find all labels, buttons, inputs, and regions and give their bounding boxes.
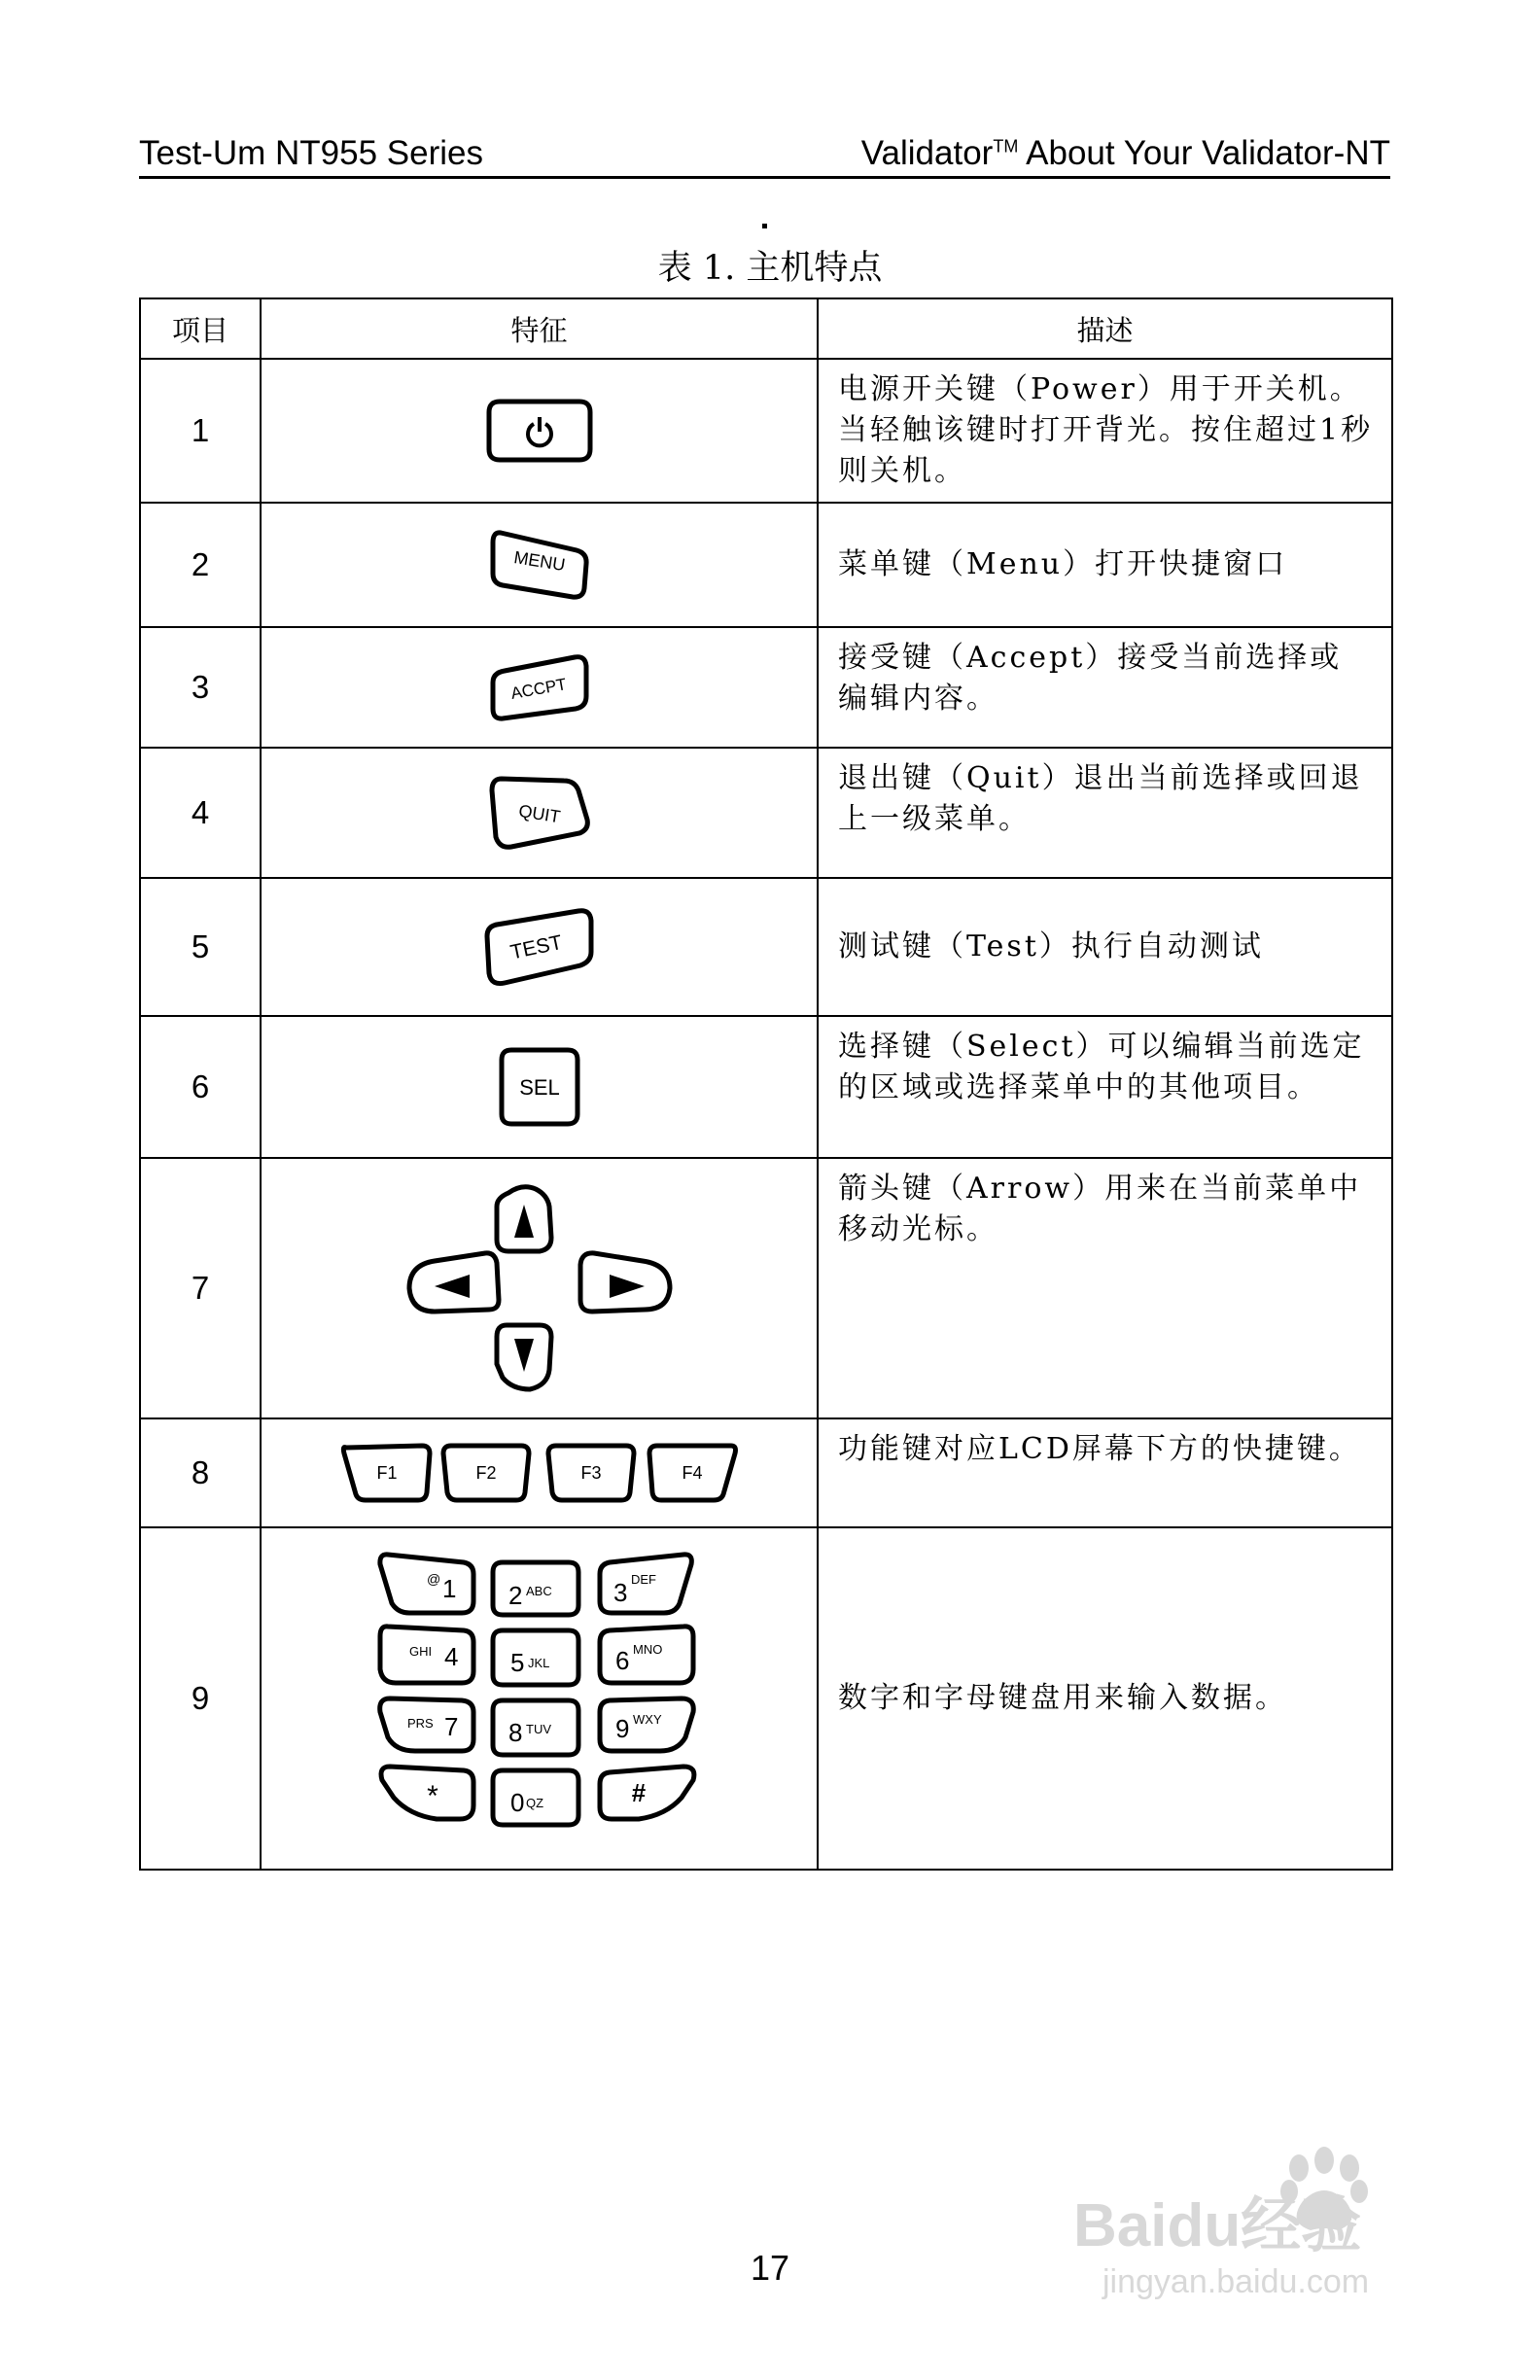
row-number: 1 [140, 359, 261, 503]
svg-text:PRS: PRS [406, 1716, 434, 1731]
key-label: SEL [518, 1075, 560, 1100]
up-arrow-key-icon [497, 1187, 551, 1251]
key-8-icon [493, 1700, 578, 1755]
table-row [140, 627, 1392, 748]
table-row [140, 878, 1392, 1016]
svg-text:@: @ [426, 1571, 440, 1587]
f2-key-icon [443, 1446, 529, 1500]
svg-text:7: 7 [443, 1712, 458, 1741]
features-table [139, 298, 1393, 1871]
row-number: 2 [140, 503, 261, 627]
table-row [140, 748, 1392, 878]
table-header-row [140, 298, 1392, 359]
row-description: 功能键对应LCD屏幕下方的快捷键。 [818, 1418, 1392, 1527]
svg-text:GHI: GHI [408, 1644, 432, 1659]
key-label: TEST [508, 930, 564, 964]
svg-text:8: 8 [508, 1718, 522, 1747]
svg-text:*: * [426, 1780, 438, 1812]
svg-text:9: 9 [614, 1714, 629, 1743]
row-number: 4 [140, 748, 261, 878]
table-row [140, 1418, 1392, 1527]
row-description: 选择键（Select）可以编辑当前选定的区域或选择菜单中的其他项目。 [818, 1016, 1392, 1158]
key-4-icon [380, 1627, 473, 1683]
trademark-mark: TM [993, 136, 1019, 157]
accept-key-cell [261, 627, 818, 748]
baidu-watermark [1073, 2129, 1443, 2304]
table-row [140, 1016, 1392, 1158]
svg-text:jingyan.baidu.com: jingyan.baidu.com [1102, 2263, 1370, 2300]
row-description: 电源开关键（Power）用于开关机。当轻触该键时打开背光。按住超过1秒则关机。 [818, 359, 1392, 503]
left-arrow-key-icon [409, 1253, 499, 1312]
col-header-description: 描述 [818, 298, 1392, 359]
table-row [140, 1158, 1392, 1418]
svg-text:0: 0 [509, 1788, 524, 1817]
f3-key-icon [548, 1446, 634, 1500]
key-3-icon [600, 1555, 691, 1613]
row-description: 菜单键（Menu）打开快捷窗口 [818, 503, 1392, 627]
key-6-icon [600, 1627, 693, 1683]
function-keys-cell [261, 1418, 818, 1527]
svg-text:5: 5 [509, 1648, 524, 1677]
menu-key-icon [489, 529, 590, 601]
menu-key-cell [261, 503, 818, 627]
page-header [139, 124, 1390, 179]
row-number: 9 [140, 1527, 261, 1870]
header-title: Validator™ About Your Validator-NT [860, 134, 1390, 172]
svg-text:1: 1 [441, 1574, 456, 1603]
f1-key-icon [343, 1446, 430, 1500]
row-description: 测试键（Test）执行自动测试 [818, 878, 1392, 1016]
test-key-cell [261, 878, 818, 1016]
key-star-icon [381, 1767, 473, 1819]
key-5-icon [493, 1630, 578, 1685]
row-number: 7 [140, 1158, 261, 1418]
svg-text:4: 4 [443, 1642, 458, 1671]
svg-text:ABC: ABC [525, 1584, 552, 1598]
key-label: ACCPT [508, 675, 568, 703]
arrow-keys-cell [261, 1158, 818, 1418]
select-key-cell [261, 1016, 818, 1158]
power-key-icon [486, 399, 593, 463]
accept-key-icon [489, 653, 590, 721]
table-caption: 表 1. 主机特点 [657, 249, 883, 288]
svg-text:F2: F2 [474, 1463, 497, 1483]
row-number: 5 [140, 878, 261, 1016]
page-number: 17 [750, 2248, 790, 2288]
row-number: 8 [140, 1418, 261, 1527]
svg-text:MNO: MNO [632, 1642, 662, 1657]
numeric-keypad-icon [376, 1551, 703, 1846]
arrow-keys-icon [405, 1183, 674, 1393]
svg-text:F1: F1 [375, 1463, 398, 1483]
svg-text:3: 3 [612, 1578, 627, 1607]
test-key-icon [483, 907, 596, 987]
select-key-icon [498, 1046, 581, 1128]
table-row [140, 503, 1392, 627]
svg-text:TUV: TUV [525, 1722, 551, 1736]
svg-text:6: 6 [614, 1646, 629, 1675]
right-arrow-key-icon [580, 1253, 670, 1312]
key-9-icon [600, 1698, 693, 1751]
quit-key-cell [261, 748, 818, 878]
key-label: MENU [511, 547, 567, 576]
table-row [140, 1527, 1392, 1870]
power-key-cell [261, 359, 818, 503]
header-series: Test-Um NT955 Series [139, 134, 483, 172]
row-description: 数字和字母键盘用来输入数据。 [818, 1527, 1392, 1870]
key-label: QUIT [516, 800, 562, 827]
svg-text:JKL: JKL [527, 1656, 549, 1670]
svg-text:DEF: DEF [630, 1572, 656, 1587]
svg-text:Baidu经验: Baidu经验 [1073, 2192, 1362, 2259]
row-description: 箭头键（Arrow）用来在当前菜单中移动光标。 [818, 1158, 1392, 1418]
svg-text:2: 2 [508, 1581, 522, 1610]
col-header-feature: 特征 [261, 298, 818, 359]
function-keys-icon [340, 1442, 739, 1504]
svg-text:QZ: QZ [525, 1796, 543, 1810]
quit-key-icon [488, 775, 591, 851]
svg-text:WXY: WXY [632, 1712, 662, 1727]
row-number: 3 [140, 627, 261, 748]
key-2-icon [493, 1562, 578, 1615]
header-rule [139, 176, 1390, 179]
caption-dot [762, 224, 767, 228]
down-arrow-key-icon [497, 1325, 551, 1389]
f4-key-icon [649, 1446, 736, 1500]
row-description: 接受键（Accept）接受当前选择或编辑内容。 [818, 627, 1392, 748]
key-hash-icon [600, 1767, 694, 1819]
svg-text:F3: F3 [579, 1463, 602, 1483]
table-row [140, 359, 1392, 503]
svg-text:#: # [631, 1778, 646, 1807]
numeric-keypad-cell [261, 1527, 818, 1870]
key-1-icon [379, 1555, 472, 1613]
row-number: 6 [140, 1016, 261, 1158]
key-7-icon [379, 1698, 472, 1751]
svg-text:F4: F4 [681, 1463, 703, 1483]
row-description: 退出键（Quit）退出当前选择或回退上一级菜单。 [818, 748, 1392, 878]
col-header-item: 项目 [140, 298, 261, 359]
key-0-icon [493, 1770, 578, 1825]
